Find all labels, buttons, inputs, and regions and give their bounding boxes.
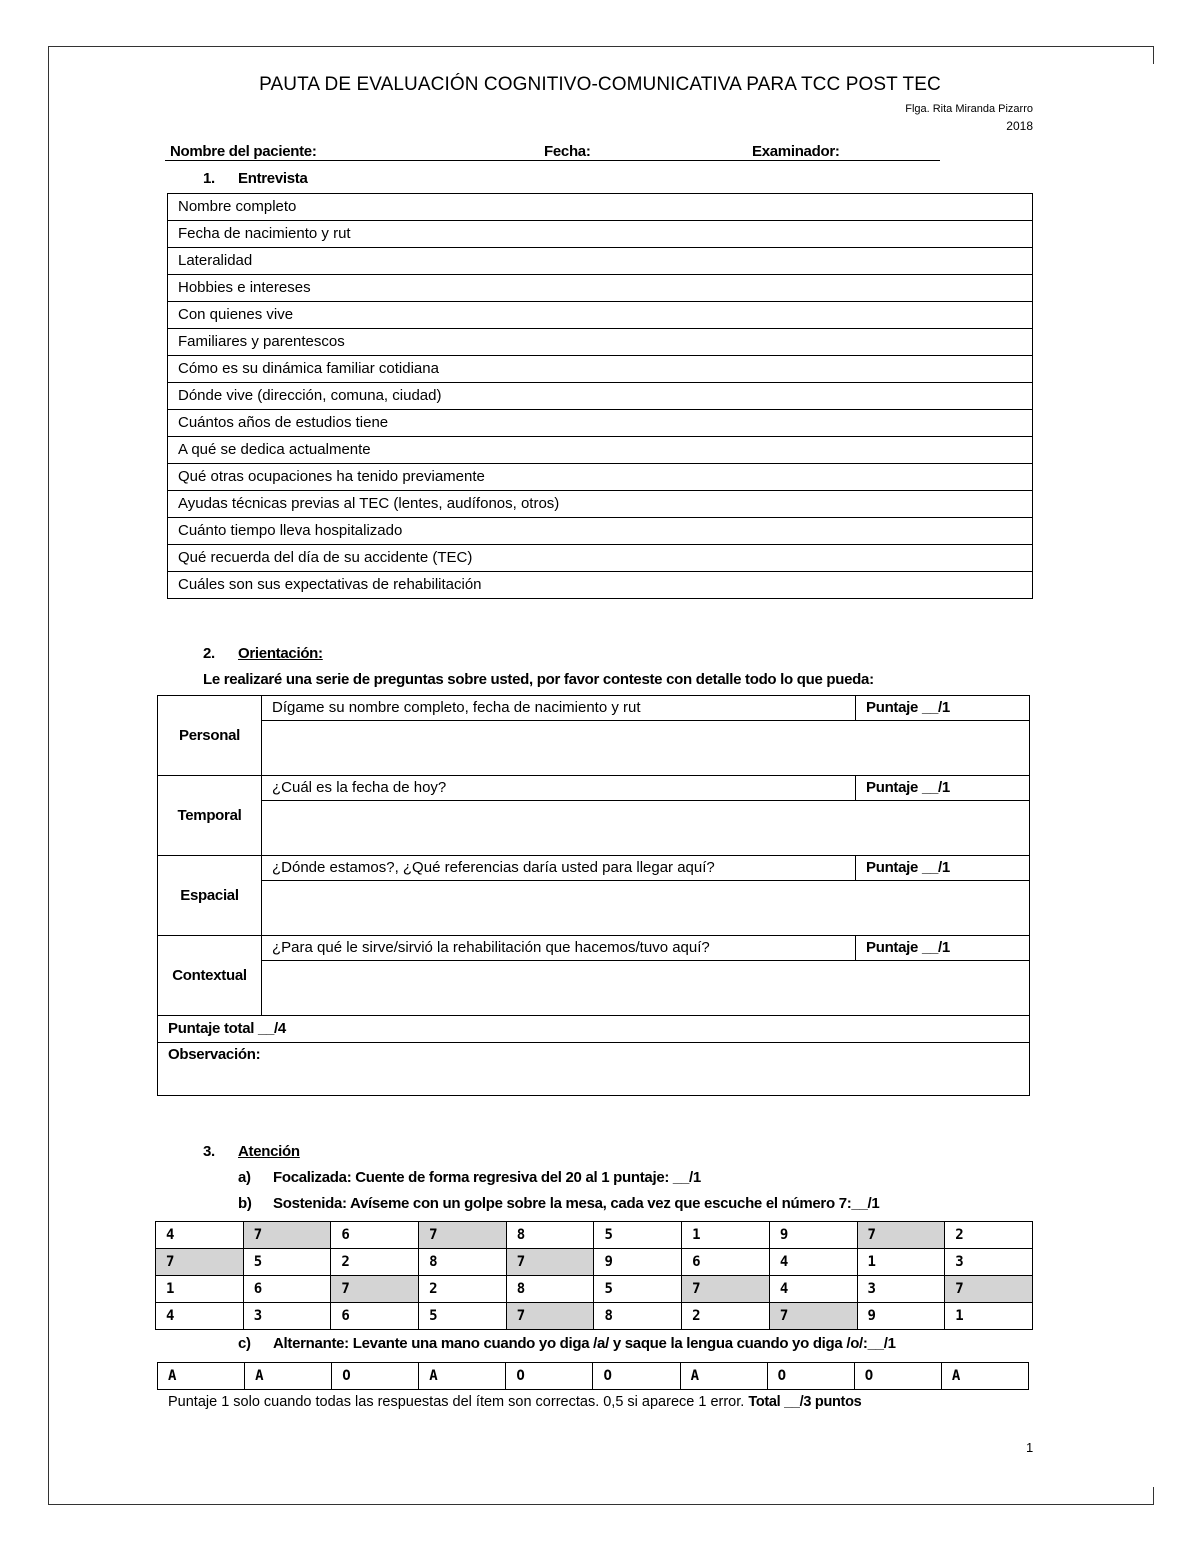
interview-question: Nombre completo — [168, 194, 1033, 221]
interview-row — [168, 248, 1033, 275]
item-b-text: Sostenida: Avíseme con un golpe sobre la mesa, cada vez que escuche el número 7:__/1 — [273, 1195, 880, 1212]
section3-number: 3. — [203, 1143, 215, 1160]
document-title: PAUTA DE EVALUACIÓN COGNITIVO-COMUNICATIVA PARA TCC POST TEC — [259, 74, 941, 95]
interview-question: Cuántos años de estudios tiene — [168, 410, 1033, 437]
author: Flga. Rita Miranda Pizarro — [905, 103, 1033, 115]
page-frame-bottom — [48, 1504, 1154, 1505]
grid-row — [156, 1222, 1033, 1249]
scoring-note — [168, 1394, 861, 1410]
grid-cell: 5 — [419, 1303, 507, 1330]
orientation-total: Puntaje total __/4 — [158, 1016, 1030, 1043]
scoring-note-text: Puntaje 1 solo cuando todas las respuestas del ítem son correctas. 0,5 si aparece 1 error. — [168, 1394, 745, 1410]
interview-question: Cómo es su dinámica familiar cotidiana — [168, 356, 1033, 383]
grid-cell: 4 — [769, 1249, 857, 1276]
interview-row — [168, 356, 1033, 383]
grid-cell: 8 — [506, 1222, 594, 1249]
grid-cell: 2 — [419, 1276, 507, 1303]
interview-question: Familiares y parentescos — [168, 329, 1033, 356]
grid-cell: 1 — [682, 1222, 770, 1249]
item-a-text: Focalizada: Cuente de forma regresiva del 20 al 1 puntaje: __/1 — [273, 1169, 701, 1186]
interview-row — [168, 383, 1033, 410]
orientation-question: Dígame su nombre completo, fecha de nacimiento y rut — [262, 696, 856, 721]
orientation-score: Puntaje __/1 — [856, 936, 1030, 961]
letter-cell: A — [158, 1363, 245, 1390]
orientation-row — [158, 696, 1030, 721]
grid-cell: 5 — [594, 1222, 682, 1249]
interview-row — [168, 545, 1033, 572]
grid-cell: 2 — [945, 1222, 1033, 1249]
interview-row — [168, 221, 1033, 248]
letter-cell: O — [332, 1363, 419, 1390]
grid-cell: 9 — [857, 1303, 945, 1330]
orientation-category: Contextual — [158, 936, 262, 1016]
letter-cell: O — [506, 1363, 593, 1390]
orientation-answer-space — [262, 881, 1030, 936]
grid-cell: 8 — [506, 1276, 594, 1303]
orientation-answer-row — [158, 721, 1030, 776]
grid-cell: 5 — [243, 1249, 331, 1276]
orientation-question: ¿Para qué le sirve/sirvió la rehabilitación que hacemos/tuvo aquí? — [262, 936, 856, 961]
interview-question: Hobbies e intereses — [168, 275, 1033, 302]
page-frame-left — [48, 46, 49, 1504]
orientation-answer-space — [262, 961, 1030, 1016]
interview-question: Dónde vive (dirección, comuna, ciudad) — [168, 383, 1033, 410]
orientation-answer-row — [158, 881, 1030, 936]
orientation-question: ¿Dónde estamos?, ¿Qué referencias daría usted para llegar aquí? — [262, 856, 856, 881]
grid-cell: 7 — [945, 1276, 1033, 1303]
orientation-score: Puntaje __/1 — [856, 856, 1030, 881]
grid-cell: 7 — [156, 1249, 244, 1276]
header-underline — [165, 160, 940, 161]
orientation-answer-row — [158, 961, 1030, 1016]
interview-question: Cuáles son sus expectativas de rehabilitación — [168, 572, 1033, 599]
section2-title: Orientación: — [238, 645, 323, 662]
section1-number: 1. — [203, 170, 215, 187]
letter-cell: O — [854, 1363, 941, 1390]
grid-row — [156, 1249, 1033, 1276]
grid-cell: 8 — [419, 1249, 507, 1276]
grid-row — [156, 1276, 1033, 1303]
grid-cell: 6 — [682, 1249, 770, 1276]
grid-cell: 9 — [769, 1222, 857, 1249]
grid-cell: 4 — [156, 1303, 244, 1330]
letter-cell: O — [767, 1363, 854, 1390]
interview-question: Con quienes vive — [168, 302, 1033, 329]
item-a-label: a) — [238, 1169, 251, 1186]
orientation-answer-row — [158, 801, 1030, 856]
grid-cell: 3 — [243, 1303, 331, 1330]
grid-cell: 1 — [857, 1249, 945, 1276]
interview-row — [168, 329, 1033, 356]
orientation-table — [157, 695, 1030, 1096]
patient-name-label: Nombre del paciente: — [170, 143, 317, 160]
letters-row — [158, 1363, 1029, 1390]
number-grid — [155, 1221, 1033, 1330]
grid-cell: 7 — [769, 1303, 857, 1330]
interview-row — [168, 518, 1033, 545]
grid-cell: 1 — [945, 1303, 1033, 1330]
interview-table — [167, 193, 1033, 599]
grid-cell: 5 — [594, 1276, 682, 1303]
grid-cell: 7 — [857, 1222, 945, 1249]
grid-cell: 9 — [594, 1249, 682, 1276]
orientation-row — [158, 856, 1030, 881]
interview-question: Ayudas técnicas previas al TEC (lentes, audífonos, otros) — [168, 491, 1033, 518]
interview-question: Qué otras ocupaciones ha tenido previamente — [168, 464, 1033, 491]
grid-cell: 4 — [769, 1276, 857, 1303]
interview-row — [168, 572, 1033, 599]
grid-cell: 7 — [506, 1303, 594, 1330]
scoring-total: Total __/3 puntos — [748, 1394, 862, 1410]
orientation-row — [158, 776, 1030, 801]
interview-question: Fecha de nacimiento y rut — [168, 221, 1033, 248]
grid-cell: 6 — [243, 1276, 331, 1303]
interview-row — [168, 194, 1033, 221]
grid-cell: 6 — [331, 1303, 419, 1330]
grid-cell: 2 — [682, 1303, 770, 1330]
grid-cell: 2 — [331, 1249, 419, 1276]
section3-title: Atención — [238, 1143, 300, 1160]
orientation-answer-space — [262, 721, 1030, 776]
interview-row — [168, 410, 1033, 437]
interview-row — [168, 437, 1033, 464]
letters-grid — [157, 1362, 1029, 1390]
orientation-category: Personal — [158, 696, 262, 776]
letter-cell: O — [593, 1363, 680, 1390]
orientation-score: Puntaje __/1 — [856, 696, 1030, 721]
interview-row — [168, 302, 1033, 329]
grid-cell: 7 — [506, 1249, 594, 1276]
grid-row — [156, 1303, 1033, 1330]
letter-cell: A — [941, 1363, 1028, 1390]
page-frame-top — [48, 46, 1154, 47]
grid-cell: 3 — [945, 1249, 1033, 1276]
section2-instruction: Le realizaré una serie de preguntas sobre usted, por favor conteste con detalle todo lo que pueda: — [203, 671, 874, 688]
item-c-label: c) — [238, 1335, 251, 1352]
orientation-question: ¿Cuál es la fecha de hoy? — [262, 776, 856, 801]
letter-cell: A — [245, 1363, 332, 1390]
page-number: 1 — [1026, 1440, 1034, 1455]
grid-cell: 1 — [156, 1276, 244, 1303]
interview-question: Qué recuerda del día de su accidente (TEC) — [168, 545, 1033, 572]
section1-title: Entrevista — [238, 170, 308, 187]
observation-field: Observación: — [158, 1043, 1030, 1096]
orientation-category: Espacial — [158, 856, 262, 936]
interview-question: Cuánto tiempo lleva hospitalizado — [168, 518, 1033, 545]
examiner-label: Examinador: — [752, 143, 840, 160]
item-c-text: Alternante: Levante una mano cuando yo diga /a/ y saque la lengua cuando yo diga /o/:__/1 — [273, 1335, 896, 1352]
grid-cell: 7 — [331, 1276, 419, 1303]
grid-cell: 8 — [594, 1303, 682, 1330]
grid-cell: 4 — [156, 1222, 244, 1249]
year: 2018 — [1006, 119, 1033, 133]
interview-row — [168, 491, 1033, 518]
date-label: Fecha: — [544, 143, 591, 160]
letter-cell: A — [419, 1363, 506, 1390]
interview-row — [168, 464, 1033, 491]
page-frame-right-top — [1153, 46, 1154, 64]
item-b-label: b) — [238, 1195, 252, 1212]
interview-row — [168, 275, 1033, 302]
orientation-answer-space — [262, 801, 1030, 856]
grid-cell: 7 — [682, 1276, 770, 1303]
orientation-row — [158, 936, 1030, 961]
interview-question: A qué se dedica actualmente — [168, 437, 1033, 464]
section2-number: 2. — [203, 645, 215, 662]
grid-cell: 7 — [419, 1222, 507, 1249]
orientation-score: Puntaje __/1 — [856, 776, 1030, 801]
letter-cell: A — [680, 1363, 767, 1390]
grid-cell: 7 — [243, 1222, 331, 1249]
page-frame-right-bottom — [1153, 1487, 1154, 1504]
grid-cell: 6 — [331, 1222, 419, 1249]
grid-cell: 3 — [857, 1276, 945, 1303]
interview-question: Lateralidad — [168, 248, 1033, 275]
orientation-category: Temporal — [158, 776, 262, 856]
